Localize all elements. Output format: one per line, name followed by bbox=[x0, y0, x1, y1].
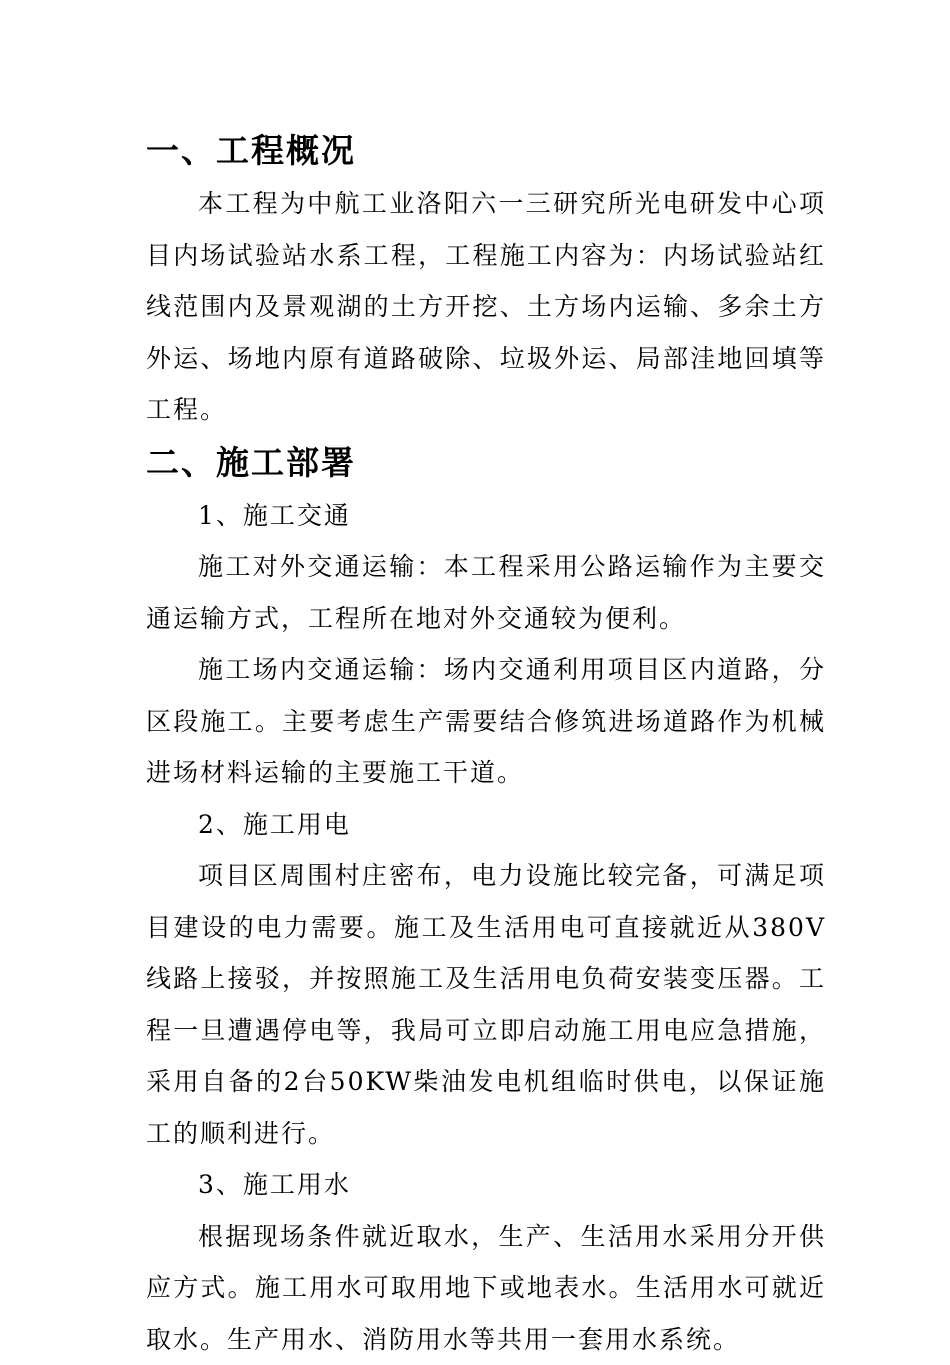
section-1-paragraph: 本工程为中航工业洛阳六一三研究所光电研发中心项目内场试验站水系工程，工程施工内容为：内场试验站红线范围内及景观湖的土方开挖、土方场内运输、多余土方外运、场地内原有道路破除、垃圾外运、局部洼地回填等工程。 bbox=[146, 178, 826, 436]
subsection-traffic-title: 1、施工交通 bbox=[146, 490, 826, 542]
section-1-heading: 一、工程概况 bbox=[146, 124, 826, 178]
traffic-external-paragraph: 施工对外交通运输：本工程采用公路运输作为主要交通运输方式，工程所在地对外交通较为便利。 bbox=[146, 541, 826, 644]
water-paragraph: 根据现场条件就近取水，生产、生活用水采用分开供应方式。施工用水可取用地下或地表水。生活用水可就近取水。生产用水、消防用水等共用一套用水系统。 bbox=[146, 1211, 826, 1365]
document-body bbox=[146, 124, 826, 1365]
section-2-heading: 二、施工部署 bbox=[146, 436, 826, 490]
traffic-internal-paragraph: 施工场内交通运输：场内交通利用项目区内道路，分区段施工。主要考虑生产需要结合修筑进场道路作为机械进场材料运输的主要施工干道。 bbox=[146, 644, 826, 799]
subsection-power-title: 2、施工用电 bbox=[146, 799, 826, 851]
power-paragraph: 项目区周围村庄密布，电力设施比较完备，可满足项目建设的电力需要。施工及生活用电可直接就近从380V线路上接驳，并按照施工及生活用电负荷安装变压器。工程一旦遭遇停电等，我局可立即启动施工用电应急措施，采用自备的2台50KW柴油发电机组临时供电，以保证施工的顺利进行。 bbox=[146, 850, 826, 1159]
subsection-water-title: 3、施工用水 bbox=[146, 1159, 826, 1211]
